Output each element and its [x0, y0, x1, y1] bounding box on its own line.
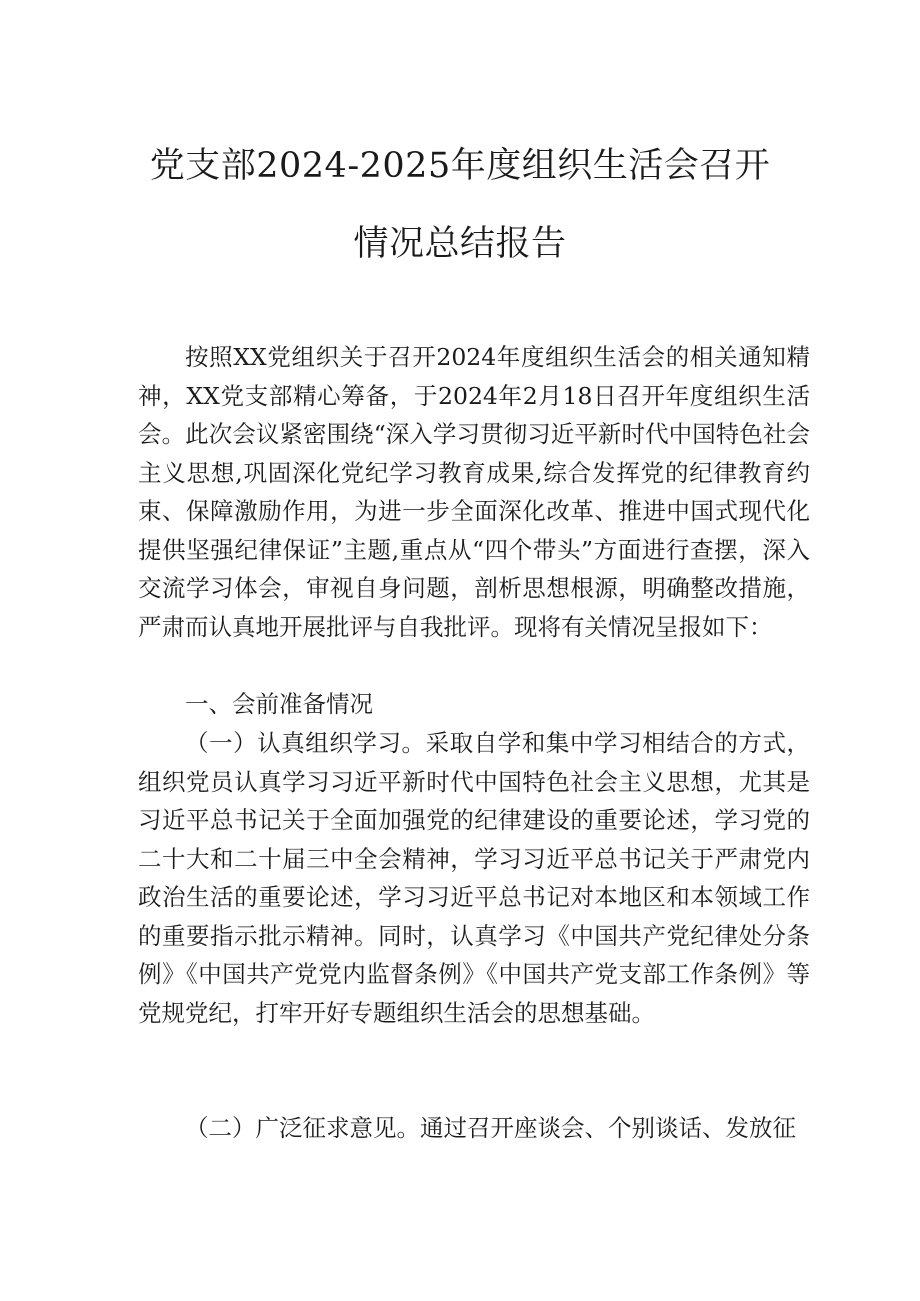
document-title-line-1: 党支部2024-2025年度组织生活会召开: [149, 146, 771, 186]
subsection-opinions-paragraph: （二）广泛征求意见。通过召开座谈会、个别谈话、发放征: [185, 1114, 796, 1142]
section-heading-preparation: 一、会前准备情况: [185, 690, 373, 718]
intro-paragraph: 按照XX党组织关于召开2024年度组织生活会的相关通知精神，XX党支部精心筹备，于2024年2月18日召开年度组织生活会。此次会议紧密围绕“深入学习贯彻习近平新时代中国特色社会主义思想,巩固深化党纪学习教育成果,综合发挥党的纪律教育约束、保障激励作用，为进一步全面深化改革、推进中国式现代化提供坚强纪律保证”主题,重点从“四个带头”方面进行查摆，深入交流学习体会，审视自身问题，剖析思想根源，明确整改措施，严肃而认真地开展批评与自我批评。现将有关情况呈报如下：: [138, 343, 810, 641]
document-title-line-2: 情况总结报告: [353, 224, 567, 264]
subsection-study-paragraph: （一）认真组织学习。采取自学和集中学习相结合的方式，组织党员认真学习习近平新时代中国特色社会主义思想，尤其是习近平总书记关于全面加强党的纪律建设的重要论述，学习党的二十大和二十届三中全会精神，学习习近平总书记关于严肃党内政治生活的重要论述，学习习近平总书记对本地区和本领域工作的重要指示批示精神。同时，认真学习《中国共产党纪律处分条例》《中国共产党党内监督条例》《中国共产党支部工作条例》等党规党纪，打牢开好专题组织生活会的思想基础。: [138, 729, 810, 1027]
